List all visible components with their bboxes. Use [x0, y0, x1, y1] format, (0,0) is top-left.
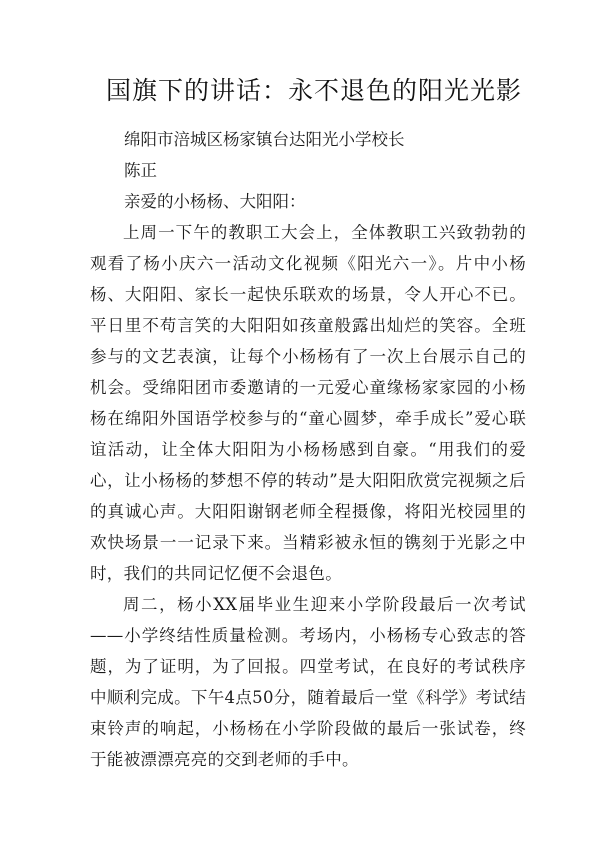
- body-paragraph-1: 上周一下午的教职工大会上，全体教职工兴致勃勃的观看了杨小庆六一活动文化视频《阳光六一》。片中小杨杨、大阳阳、家长一起快乐联欢的场景，令人开心不已。平日里不苟言笑的大阳阳如孩童般露出灿烂的笑容。全班参与的文艺表演，让每个小杨杨有了一次上台展示自己的机会。受绵阳团市委邀请的一元爱心童缘杨家家园的小杨杨在绵阳外国语学校参与的“童心圆梦，牵手成长”爱心联谊活动，让全体大阳阳为小杨杨感到自豪。“用我们的爱心，让小杨杨的梦想不停的转动”是大阳阳欣赏完视频之后的真诚心声。大阳阳谢钢老师全程摄像，将阳光校园里的欢快场景一一记录下来。当精彩被永恒的镌刻于光影之中时，我们的共同记忆便不会退色。: [90, 223, 526, 583]
- page-title: 国旗下的讲话：永不退色的阳光光影: [106, 76, 523, 105]
- author-name: 陈正: [124, 161, 157, 180]
- greeting: 亲爱的小杨杨、大阳阳：: [124, 192, 306, 211]
- body-paragraph-2: 周二，杨小XX届毕业生迎来小学阶段最后一次考试——小学终结性质量检测。考场内，小杨杨专心致志的答题，为了证明，为了回报。四堂考试，在良好的考试秩序中顺利完成。下午4点50分，随着最后一堂《科学》考试结束铃声的响起，小杨杨在小学阶段做的最后一张试卷，终于能被漂漂亮亮的交到老师的手中。: [90, 595, 526, 769]
- author-school: 绵阳市涪城区杨家镇台达阳光小学校长: [124, 130, 405, 149]
